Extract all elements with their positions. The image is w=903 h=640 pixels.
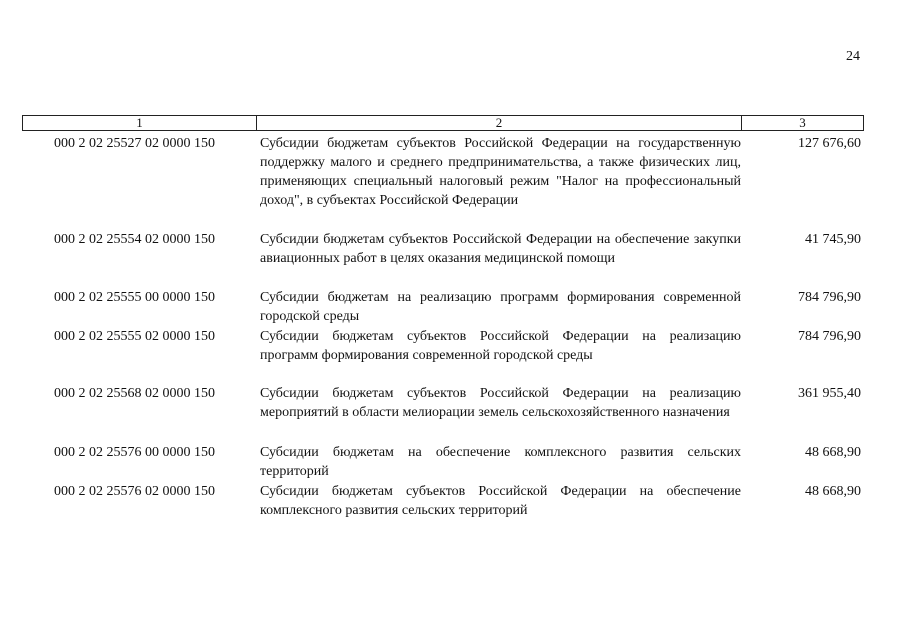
row-amount: 48 668,90 [805,445,861,460]
row-description: Субсидии бюджетам на обеспечение комплексного развития сельских территорий [260,445,741,479]
row-code: 000 2 02 25527 02 0000 150 [54,136,215,151]
column-header-3: 3 [799,115,806,130]
row-description: Субсидии бюджетам на реализацию программ формирования современной городской среды [260,290,741,324]
row-code: 000 2 02 25555 00 0000 150 [54,290,215,305]
row-description: Субсидии бюджетам субъектов Российской Федерации на государственную поддержку малого и среднего предпринимательства, а также физических лиц, применяющих специальный налоговый режим "Налог на профессиональный доход", в субъектах Российской Федерации [260,136,741,208]
column-header-2: 2 [257,116,742,130]
row-amount: 784 796,90 [798,290,861,305]
row-code: 000 2 02 25576 00 0000 150 [54,445,215,460]
row-description: Субсидии бюджетам субъектов Российской Федерации на обеспечение закупки авиационных работ в целях оказания медицинской помощи [260,232,741,266]
row-amount: 41 745,90 [805,232,861,247]
row-code: 000 2 02 25568 02 0000 150 [54,386,215,401]
row-description: Субсидии бюджетам субъектов Российской Федерации на реализацию мероприятий в области мелиорации земель сельскохозяйственного назначения [260,386,741,420]
row-amount: 361 955,40 [798,386,861,401]
row-code: 000 2 02 25554 02 0000 150 [54,232,215,247]
row-code: 000 2 02 25576 02 0000 150 [54,484,215,499]
row-description: Субсидии бюджетам субъектов Российской Федерации на обеспечение комплексного развития сельских территорий [260,484,741,518]
row-amount: 784 796,90 [798,329,861,344]
row-description: Субсидии бюджетам субъектов Российской Федерации на реализацию программ формирования современной городской среды [260,329,741,363]
row-amount: 48 668,90 [805,484,861,499]
table-header [22,115,864,131]
column-header-1: 1 [23,116,257,130]
row-amount: 127 676,60 [798,136,861,151]
row-code: 000 2 02 25555 02 0000 150 [54,329,215,344]
page-number: 24 [846,49,860,64]
